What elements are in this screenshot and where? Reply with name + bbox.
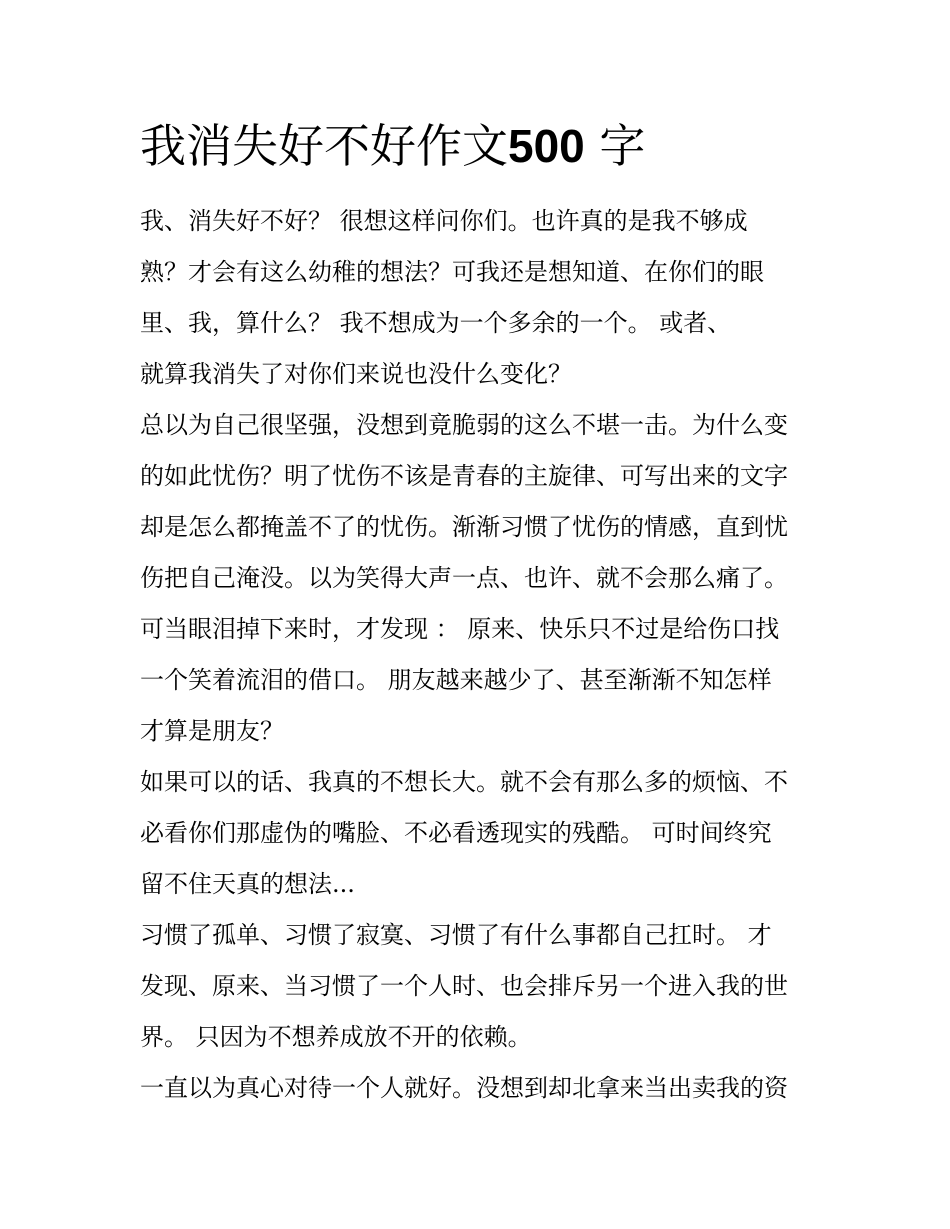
text-line: 可当眼泪掉下来时，才发现 ： 原来、快乐只不过是给伤口找	[140, 615, 780, 643]
text-line: 留不住天真的想法...	[140, 870, 355, 898]
text-line: 如果可以的话、我真的不想长大。就不会有那么多的烦恼、不	[140, 768, 788, 796]
text-line: 习惯了孤单、习惯了寂寞、习惯了有什么事都自己扛时。 才	[140, 921, 772, 949]
text-line: 才算是朋友？	[140, 717, 284, 745]
text-line: 一个笑着流泪的借口。 朋友越来越少了、甚至渐渐不知怎样	[140, 666, 772, 694]
title-number: 500	[508, 120, 585, 172]
text-line: 里、我，算什么？ 我不想成为一个多余的一个。 或者、	[140, 309, 732, 337]
essay-body	[140, 196, 820, 1114]
text-line: 界。 只因为不想养成放不开的依赖。	[140, 1023, 532, 1051]
page-title	[140, 114, 645, 178]
text-line: 一直以为真心对待一个人就好。没想到却北拿来当出卖我的资	[140, 1074, 788, 1102]
title-text: 我消失好不好作文	[140, 119, 508, 173]
text-line: 就算我消失了对你们来说也没什么变化？	[140, 360, 572, 388]
text-line: 发现、原来、当习惯了一个人时、也会排斥另一个进入我的世	[140, 972, 788, 1000]
text-line: 伤把自己淹没。以为笑得大声一点、也许、就不会那么痛了。	[140, 564, 788, 592]
title-suffix: 字	[599, 119, 646, 173]
text-line: 我、消失好不好？ 很想这样问你们。也许真的是我不够成	[140, 207, 748, 235]
text-line: 的如此忧伤？明了忧伤不该是青春的主旋律、可写出来的文字	[140, 462, 788, 490]
text-line: 必看你们那虚伪的嘴脸、不必看透现实的残酷。 可时间终究	[140, 819, 772, 847]
text-line: 却是怎么都掩盖不了的忧伤。渐渐习惯了忧伤的情感，直到忧	[140, 513, 788, 541]
text-line: 总以为自己很坚强，没想到竟脆弱的这么不堪一击。为什么变	[140, 411, 788, 439]
text-line: 熟？才会有这么幼稚的想法？可我还是想知道、在你们的眼	[140, 258, 764, 286]
